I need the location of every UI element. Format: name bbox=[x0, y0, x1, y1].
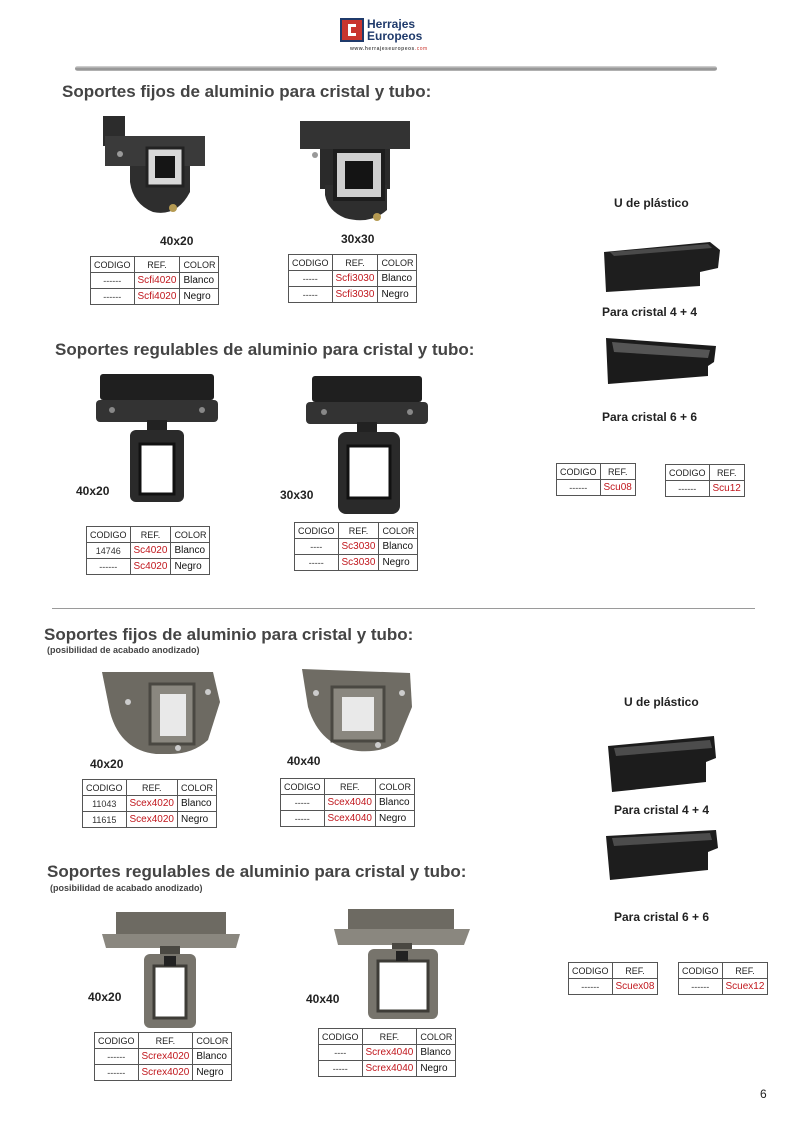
table-cell: COLOR bbox=[178, 780, 217, 796]
section4-subtitle: (posibilidad de acabado anodizado) bbox=[50, 883, 203, 893]
table-cell: CODIGO bbox=[666, 465, 710, 481]
table-cell: REF. bbox=[709, 465, 744, 481]
side1-label-a: Para cristal 4 + 4 bbox=[602, 305, 698, 319]
section1-item1-table bbox=[90, 256, 219, 305]
table-cell: Scuex12 bbox=[722, 979, 768, 995]
page-number: 6 bbox=[760, 1087, 767, 1101]
table-cell: Scex4040 bbox=[324, 811, 375, 827]
side2-label-b: Para cristal 6 + 6 bbox=[614, 910, 710, 924]
logo-url: www.herrajeseuropeos.com bbox=[350, 46, 428, 52]
table-cell: Blanco bbox=[378, 271, 417, 287]
table-cell: ------ bbox=[569, 979, 613, 995]
table-cell: REF. bbox=[362, 1029, 417, 1045]
table-cell: REF. bbox=[126, 780, 177, 796]
table-cell: Scfi4020 bbox=[134, 273, 180, 289]
table-cell: Blanco bbox=[417, 1045, 456, 1061]
table-cell: 11615 bbox=[83, 812, 127, 828]
side2-title: U de plástico bbox=[624, 695, 699, 709]
table-cell: Negro bbox=[378, 287, 417, 303]
section4-item2-table bbox=[318, 1028, 456, 1077]
table-row bbox=[666, 481, 745, 497]
side2-label-a: Para cristal 4 + 4 bbox=[614, 803, 710, 817]
table-cell: Screx4020 bbox=[138, 1065, 193, 1081]
table-cell: ------ bbox=[557, 480, 601, 496]
table-cell: Scu08 bbox=[600, 480, 635, 496]
table-cell: ---- bbox=[295, 539, 339, 555]
u-channel-black-4x4-image bbox=[600, 238, 722, 298]
table-header-row bbox=[87, 527, 210, 543]
u-channel-gray-6x6-image bbox=[600, 826, 722, 884]
table-row bbox=[679, 979, 768, 995]
section-divider bbox=[52, 608, 755, 609]
table-header-row bbox=[83, 780, 217, 796]
table-cell: Screx4020 bbox=[138, 1049, 193, 1065]
table-row bbox=[95, 1065, 232, 1081]
section3-item1-size: 40x20 bbox=[90, 757, 124, 771]
product-adjustable-gray-40x20-image bbox=[98, 908, 243, 1032]
table-cell: Blanco bbox=[376, 795, 415, 811]
table-header-row bbox=[295, 523, 418, 539]
table-header-row bbox=[289, 255, 417, 271]
section4-item1-table bbox=[94, 1032, 232, 1081]
table-cell: REF. bbox=[600, 464, 635, 480]
table-row bbox=[95, 1049, 232, 1065]
table-cell: Scex4020 bbox=[126, 796, 177, 812]
table-header-row bbox=[91, 257, 219, 273]
table-row bbox=[319, 1045, 456, 1061]
table-row bbox=[87, 559, 210, 575]
table-cell: CODIGO bbox=[281, 779, 325, 795]
ref-header: REF. bbox=[134, 257, 180, 273]
table-row bbox=[295, 555, 418, 571]
table-header-row bbox=[666, 465, 745, 481]
table-cell: REF. bbox=[722, 963, 768, 979]
section3-item2-size: 40x40 bbox=[287, 754, 321, 768]
table-cell: Negro bbox=[178, 812, 217, 828]
table-cell: Negro bbox=[376, 811, 415, 827]
table-cell: Scfi3030 bbox=[332, 271, 378, 287]
table-cell: CODIGO bbox=[87, 527, 131, 543]
table-cell: Negro bbox=[180, 289, 219, 305]
table-cell: Scuex08 bbox=[612, 979, 658, 995]
side1-label-b: Para cristal 6 + 6 bbox=[602, 410, 698, 424]
table-cell: COLOR bbox=[193, 1033, 232, 1049]
table-cell: Scfi3030 bbox=[332, 287, 378, 303]
table-cell: CODIGO bbox=[95, 1033, 139, 1049]
section2-item1-table bbox=[86, 526, 210, 575]
table-cell: REF. bbox=[338, 523, 379, 539]
logo-mark-icon bbox=[340, 18, 364, 42]
section1-item2-table bbox=[288, 254, 417, 303]
product-fixed-gray-40x40-image bbox=[298, 663, 416, 755]
table-row bbox=[295, 539, 418, 555]
table-cell: Blanco bbox=[193, 1049, 232, 1065]
table-cell: REF. bbox=[324, 779, 375, 795]
table-cell: CODIGO bbox=[569, 963, 613, 979]
codigo-header: CODIGO bbox=[91, 257, 135, 273]
product-fixed-black-30x30-image bbox=[295, 115, 420, 230]
table-cell: ------ bbox=[95, 1049, 139, 1065]
table-cell: REF. bbox=[612, 963, 658, 979]
section4-title: Soportes regulables de aluminio para cristal y tubo: bbox=[47, 862, 467, 881]
table-cell: ------ bbox=[91, 273, 135, 289]
table-cell: ----- bbox=[295, 555, 339, 571]
product-adjustable-black-40x20-image bbox=[92, 368, 222, 508]
side1-title: U de plástico bbox=[614, 196, 689, 210]
table-cell: CODIGO bbox=[295, 523, 339, 539]
section2-title: Soportes regulables de aluminio para cristal y tubo: bbox=[55, 340, 475, 359]
section2-item1-size: 40x20 bbox=[76, 484, 110, 498]
table-cell: ---- bbox=[319, 1045, 363, 1061]
section2-item2-size: 30x30 bbox=[280, 488, 314, 502]
logo-brand-line2: Europeos bbox=[367, 29, 423, 43]
section1-item1-size: 40x20 bbox=[160, 234, 194, 248]
table-row bbox=[91, 273, 219, 289]
table-cell: Sc4020 bbox=[130, 559, 171, 575]
header-divider bbox=[75, 66, 717, 71]
table-cell: Scu12 bbox=[709, 481, 744, 497]
table-header-row bbox=[281, 779, 415, 795]
table-cell: CODIGO bbox=[289, 255, 333, 271]
table-cell: Blanco bbox=[379, 539, 418, 555]
section4-item1-size: 40x20 bbox=[88, 990, 122, 1004]
side1-table-2 bbox=[665, 464, 745, 497]
table-cell: Negro bbox=[193, 1065, 232, 1081]
table-cell: Scfi4020 bbox=[134, 289, 180, 305]
table-header-row bbox=[557, 464, 636, 480]
table-cell: ----- bbox=[289, 271, 333, 287]
table-cell: COLOR bbox=[376, 779, 415, 795]
table-cell: ----- bbox=[281, 795, 325, 811]
table-cell: Scex4040 bbox=[324, 795, 375, 811]
side2-table-2 bbox=[678, 962, 768, 995]
section1-title: Soportes fijos de aluminio para cristal y tubo: bbox=[62, 82, 432, 101]
table-header-row bbox=[319, 1029, 456, 1045]
section3-title: Soportes fijos de aluminio para cristal y tubo: bbox=[44, 625, 414, 644]
table-cell: CODIGO bbox=[83, 780, 127, 796]
brand-logo bbox=[340, 18, 460, 58]
section3-item2-table bbox=[280, 778, 415, 827]
table-cell: REF. bbox=[138, 1033, 193, 1049]
u-channel-gray-4x4-image bbox=[602, 732, 722, 796]
section3-subtitle: (posibilidad de acabado anodizado) bbox=[47, 645, 200, 655]
table-cell: REF. bbox=[332, 255, 378, 271]
table-row bbox=[83, 812, 217, 828]
product-adjustable-gray-40x40-image bbox=[330, 905, 475, 1023]
section4-item2-size: 40x40 bbox=[306, 992, 340, 1006]
table-cell: CODIGO bbox=[319, 1029, 363, 1045]
table-row bbox=[281, 795, 415, 811]
logo-brand-line1: Herrajes bbox=[367, 17, 416, 31]
table-cell: CODIGO bbox=[679, 963, 723, 979]
side2-table-1 bbox=[568, 962, 658, 995]
table-row bbox=[289, 287, 417, 303]
table-cell: ------ bbox=[87, 559, 131, 575]
table-row bbox=[319, 1061, 456, 1077]
section1-item2-size: 30x30 bbox=[341, 232, 375, 246]
table-cell: COLOR bbox=[171, 527, 210, 543]
table-cell: Sc4020 bbox=[130, 543, 171, 559]
table-cell: Scex4020 bbox=[126, 812, 177, 828]
table-header-row bbox=[95, 1033, 232, 1049]
table-cell: COLOR bbox=[417, 1029, 456, 1045]
table-row bbox=[91, 289, 219, 305]
side1-table-1 bbox=[556, 463, 636, 496]
table-cell: Blanco bbox=[178, 796, 217, 812]
table-cell: REF. bbox=[130, 527, 171, 543]
table-cell: 14746 bbox=[87, 543, 131, 559]
product-fixed-gray-40x20-image bbox=[98, 662, 223, 758]
table-cell: Negro bbox=[171, 559, 210, 575]
table-cell: ------ bbox=[95, 1065, 139, 1081]
table-cell: ------ bbox=[91, 289, 135, 305]
u-channel-black-6x6-image bbox=[598, 332, 723, 390]
table-row bbox=[281, 811, 415, 827]
table-cell: Blanco bbox=[180, 273, 219, 289]
table-cell: Screx4040 bbox=[362, 1061, 417, 1077]
table-row bbox=[289, 271, 417, 287]
table-cell: CODIGO bbox=[557, 464, 601, 480]
table-row bbox=[87, 543, 210, 559]
table-cell: 11043 bbox=[83, 796, 127, 812]
table-cell: ------ bbox=[679, 979, 723, 995]
table-row bbox=[83, 796, 217, 812]
table-cell: ----- bbox=[281, 811, 325, 827]
table-cell: Sc3030 bbox=[338, 539, 379, 555]
table-row bbox=[557, 480, 636, 496]
table-cell: Negro bbox=[417, 1061, 456, 1077]
table-header-row bbox=[569, 963, 658, 979]
section3-item1-table bbox=[82, 779, 217, 828]
table-cell: Screx4040 bbox=[362, 1045, 417, 1061]
table-cell: ----- bbox=[319, 1061, 363, 1077]
table-cell: COLOR bbox=[378, 255, 417, 271]
product-fixed-black-40x20-image bbox=[95, 112, 220, 227]
table-cell: Blanco bbox=[171, 543, 210, 559]
color-header: COLOR bbox=[180, 257, 219, 273]
table-cell: COLOR bbox=[379, 523, 418, 539]
table-cell: ----- bbox=[289, 287, 333, 303]
table-cell: Sc3030 bbox=[338, 555, 379, 571]
table-cell: ------ bbox=[666, 481, 710, 497]
table-header-row bbox=[679, 963, 768, 979]
product-adjustable-black-30x30-image bbox=[302, 372, 432, 518]
table-row bbox=[569, 979, 658, 995]
table-cell: Negro bbox=[379, 555, 418, 571]
section2-item2-table bbox=[294, 522, 418, 571]
